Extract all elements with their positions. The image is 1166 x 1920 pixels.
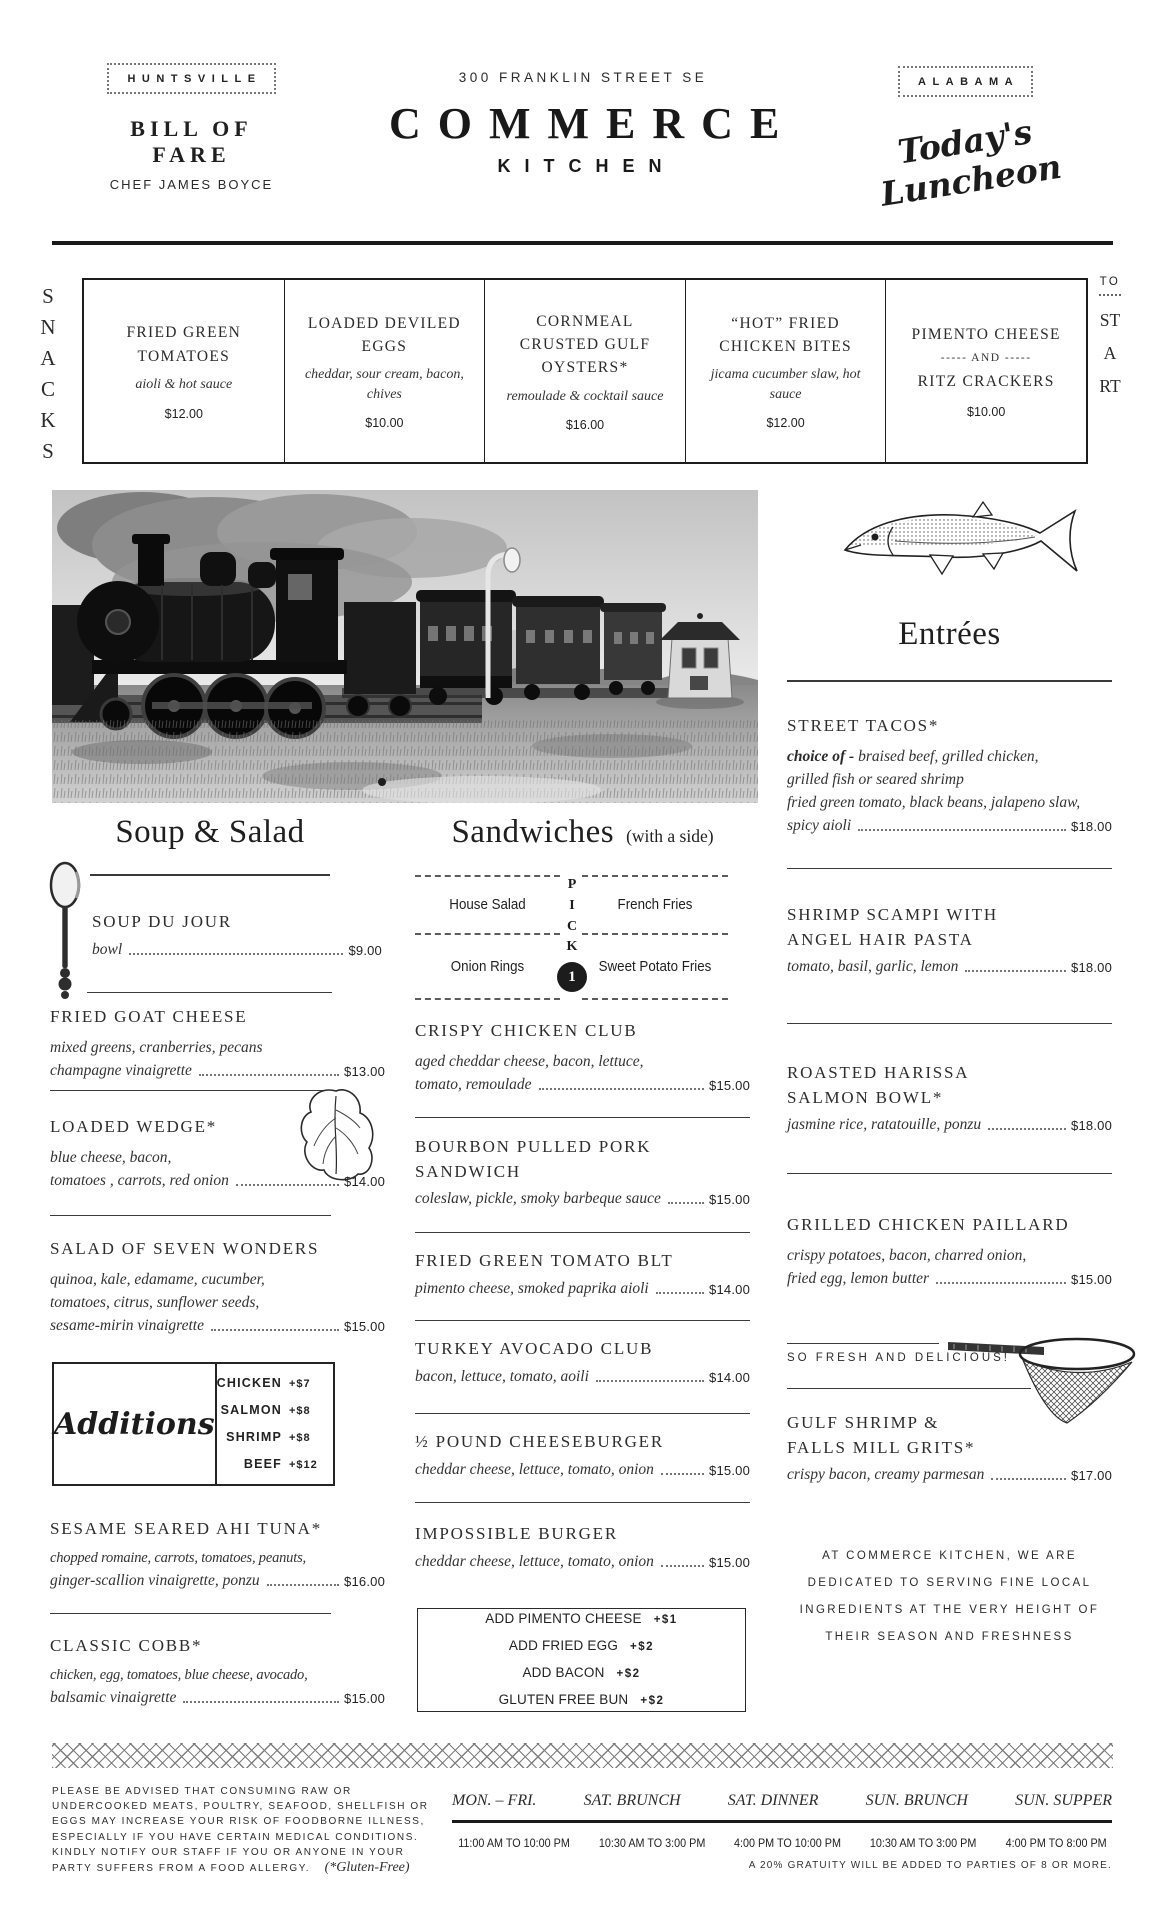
addon-row: [418, 1660, 745, 1687]
snack-connector: ----- AND -----: [940, 352, 1032, 364]
snack-name: PIMENTO CHEESE: [911, 325, 1061, 343]
pick-number-badge: 1: [557, 962, 587, 992]
snack-name: “HOT” FRIED CHICKEN BITES: [719, 314, 852, 355]
item-divider: [50, 1090, 331, 1091]
item-price-row: [92, 941, 382, 959]
item-price-row: [787, 1270, 1112, 1288]
item-name: SOUP DU JOUR: [92, 912, 232, 931]
sandwiches-subtitle: (with a side): [626, 826, 714, 846]
snack-item: [885, 280, 1086, 462]
snacks-vertical-label: SNACKS: [40, 284, 56, 463]
snack-item: [284, 280, 485, 462]
addon-price: +$2: [640, 1695, 665, 1707]
start-label: START: [1099, 310, 1121, 396]
dot-leader: [668, 1202, 704, 1204]
statement-line: THEIR SEASON AND FRESHNESS: [825, 1631, 1074, 1643]
item-price: $18.00: [1071, 819, 1112, 835]
sandwiches-title: [405, 814, 760, 851]
to-label: TO: [1099, 276, 1121, 288]
addon-name: ADD BACON: [522, 1665, 605, 1680]
steam-train-photo-art: [52, 490, 758, 803]
item-name-line2: SALMON BOWL*: [787, 1087, 944, 1107]
item-desc: grilled fish or seared shrimp: [787, 770, 964, 788]
addition-price: +$7: [289, 1378, 311, 1390]
snack-price: $16.00: [565, 418, 605, 433]
item-price-row: [787, 817, 1112, 835]
entrees-title-rule: [787, 680, 1112, 682]
entrees-title: Entrées: [898, 616, 1001, 652]
item-name: BOURBON PULLED PORK: [415, 1137, 652, 1156]
addition-price: +$8: [289, 1432, 311, 1444]
gluten-free-note: (*Gluten-Free): [324, 1860, 410, 1876]
item-divider: [415, 1320, 750, 1321]
hours-day: SAT. DINNER: [727, 1792, 819, 1809]
brand-kitchen: KITCHEN: [497, 156, 676, 176]
item-price: $15.00: [709, 1554, 750, 1570]
additions-options: [215, 1364, 333, 1484]
hours-time: 10:30 AM TO 3:00 PM: [870, 1836, 977, 1850]
dot-leader: [991, 1478, 1066, 1480]
item-name-line2: SANDWICH: [415, 1161, 522, 1181]
dot-leader: [539, 1088, 705, 1090]
snack-price: $12.00: [164, 406, 203, 421]
addition-row: [217, 1370, 333, 1397]
dot-leader: [129, 953, 343, 955]
item-divider: [787, 1173, 1112, 1174]
item-price: $15.00: [344, 1691, 385, 1707]
hours-time-row: [452, 1836, 1112, 1850]
menu-item-impossible-burger: [415, 1522, 750, 1571]
item-price-row: [50, 1317, 385, 1335]
addon-price: +$2: [616, 1668, 641, 1680]
item-name: LOADED WEDGE*: [50, 1117, 218, 1136]
item-price: $14.00: [344, 1173, 385, 1189]
item-desc: jasmine rice, ratatouille, ponzu: [787, 1116, 982, 1134]
menu-item-turkey-club: [415, 1337, 750, 1386]
item-price: $17.00: [1071, 1468, 1112, 1484]
dashed-rule: [582, 933, 728, 935]
item-price-row: [415, 1280, 750, 1298]
item-name: CLASSIC COBB*: [50, 1636, 203, 1655]
footer-disclaimer: [52, 1784, 432, 1876]
pick-letter: C: [566, 919, 578, 934]
item-price: $14.00: [709, 1281, 750, 1297]
item-desc: ginger-scallion vinaigrette, ponzu: [50, 1572, 260, 1590]
pick-letter: P: [567, 877, 577, 892]
item-desc: aged cheddar cheese, bacon, lettuce,: [415, 1052, 644, 1070]
item-name: FRIED GREEN TOMATO BLT: [415, 1251, 674, 1270]
dot-leader: [661, 1473, 704, 1475]
dashed-rule: [415, 998, 560, 1000]
item-desc: bacon, lettuce, tomato, aoili: [415, 1367, 589, 1385]
menu-item-shrimp-scampi: [787, 903, 1112, 976]
dot-leader: [183, 1701, 339, 1703]
addition-price: +$12: [289, 1459, 318, 1471]
item-desc: pimento cheese, smoked paprika aioli: [415, 1279, 649, 1297]
addition-price: +$8: [289, 1405, 311, 1417]
item-price: $15.00: [709, 1077, 750, 1093]
addon-name: ADD PIMENTO CHEESE: [485, 1611, 642, 1626]
snack-price: $10.00: [365, 416, 404, 431]
hours-header-row: [452, 1792, 1112, 1810]
snack-desc: aioli & hot sauce: [135, 376, 233, 392]
choice-of-label: choice of -: [787, 747, 855, 765]
item-name: CRISPY CHICKEN CLUB: [415, 1021, 638, 1040]
addition-name: SALMON: [220, 1403, 282, 1417]
dot-leader: [211, 1329, 339, 1331]
item-divider: [787, 1023, 1112, 1024]
addon-price: +$2: [630, 1641, 655, 1653]
item-desc: crispy potatoes, bacon, charred onion,: [787, 1246, 1027, 1264]
item-desc: quinoa, kale, edamame, cucumber,: [50, 1270, 265, 1288]
snack-name: FRIED GREEN TOMATOES: [126, 324, 242, 365]
snack-desc: cheddar, sour cream, bacon, chives: [304, 367, 464, 402]
item-divider: [415, 1117, 750, 1118]
snack-item: [84, 280, 284, 462]
item-price-row: [415, 1461, 750, 1479]
item-divider: [87, 992, 332, 993]
statement-line: DEDICATED TO SERVING FINE LOCAL: [807, 1577, 1092, 1589]
chef-name: CHEF JAMES BOYCE: [109, 177, 274, 192]
menu-item-fried-goat-cheese: [50, 1005, 385, 1080]
snack-name: CORNMEAL CRUSTED GULF OYSTERS*: [519, 312, 651, 377]
item-desc: braised beef, grilled chicken,: [858, 747, 1039, 765]
banner-rule-top: [787, 1343, 939, 1344]
item-price-row: [415, 1368, 750, 1386]
side-option: French Fries: [617, 897, 693, 913]
item-divider: [415, 1502, 750, 1503]
item-price-row: [415, 1190, 750, 1208]
item-name: GRILLED CHICKEN PAILLARD: [787, 1215, 1070, 1234]
item-price: $9.00: [348, 942, 382, 958]
train-photo: [52, 490, 758, 803]
pick-letter: K: [566, 939, 578, 954]
item-price: $16.00: [344, 1574, 385, 1590]
item-name: IMPOSSIBLE BURGER: [415, 1524, 618, 1543]
menu-item-loaded-wedge: [50, 1115, 385, 1190]
item-price-row: [50, 1172, 385, 1190]
statement-line: INGREDIENTS AT THE VERY HEIGHT OF: [799, 1604, 1100, 1616]
item-desc: fried green tomato, black beans, jalapeno slaw,: [787, 794, 1081, 812]
item-price-row: [415, 1076, 750, 1094]
addons-box: [417, 1608, 746, 1712]
menu-item-pulled-pork: [415, 1135, 750, 1208]
addon-row: [418, 1633, 745, 1660]
dot-leader: [596, 1380, 704, 1382]
dot-leader: [936, 1282, 1066, 1284]
item-name-line2: FALLS MILL GRITS*: [787, 1437, 976, 1457]
item-desc: chopped romaine, carrots, tomatoes, peanuts,: [50, 1549, 306, 1566]
hours-day: SUN. BRUNCH: [865, 1792, 968, 1809]
hours-day: MON. – FRI.: [452, 1792, 537, 1809]
item-name: ½ POUND CHEESEBURGER: [415, 1432, 664, 1451]
item-name-line2: ANGEL HAIR PASTA: [787, 929, 974, 949]
crosshatch-band: [52, 1743, 1113, 1768]
addition-name: BEEF: [243, 1457, 282, 1471]
item-price: $15.00: [709, 1462, 750, 1478]
item-desc: champagne vinaigrette: [50, 1061, 192, 1079]
item-divider: [415, 1413, 750, 1414]
snack-item: [484, 280, 685, 462]
menu-item-shrimp-grits: [787, 1411, 1112, 1484]
item-price: $18.00: [1071, 960, 1112, 976]
additions-box: [52, 1362, 335, 1486]
item-price-row: [787, 958, 1112, 976]
hours-time: 4:00 PM TO 8:00 PM: [1005, 1836, 1107, 1850]
menu-item-street-tacos: [787, 714, 1112, 835]
dot-leader: [656, 1292, 704, 1294]
gratuity-note: A 20% GRATUITY WILL BE ADDED TO PARTIES OF 8 OR MORE.: [748, 1860, 1112, 1871]
addon-price: +$1: [653, 1614, 678, 1626]
item-price: $15.00: [709, 1192, 750, 1208]
to-start-vertical-label: [1094, 276, 1126, 403]
dashed-rule: [582, 998, 728, 1000]
item-price-row: [50, 1689, 385, 1707]
hours-time: 10:30 AM TO 3:00 PM: [599, 1836, 706, 1850]
addition-name: SHRIMP: [226, 1430, 282, 1444]
menu-item-cheeseburger: [415, 1430, 750, 1479]
menu-item-salmon-bowl: [787, 1061, 1112, 1134]
header-rule: [52, 241, 1113, 245]
dot-leader: [965, 970, 1066, 972]
dashed-rule: [582, 875, 728, 877]
item-price: $15.00: [1071, 1271, 1112, 1287]
disclaimer-text-2: [52, 1845, 432, 1876]
side-option: Onion Rings: [450, 959, 525, 975]
snack-item: [685, 280, 886, 462]
item-desc: blue cheese, bacon,: [50, 1148, 172, 1166]
item-desc: spicy aioli: [787, 817, 852, 835]
bill-of-fare: BILL OF FARE: [130, 116, 253, 167]
menu-item-chicken-club: [415, 1019, 750, 1094]
dashed-rule: [415, 875, 560, 877]
disclaimer-text-1: PLEASE BE ADVISED THAT CONSUMING RAW OR UNDERCOOKED MEATS, POULTRY, SEAFOOD, SHELLFISH OR EGGS MAY INCREASE YOUR RISK OF FOODBORNE ILLNESS, ESPECIALLY IF YOU HAVE CERTAIN MEDICAL CONDITIONS.: [52, 1786, 429, 1843]
hours-rule: [452, 1820, 1112, 1823]
to-start-dotted-divider: [1099, 294, 1121, 296]
item-desc: chicken, egg, tomatoes, blue cheese, avocado,: [50, 1666, 308, 1683]
snack-price: $12.00: [766, 416, 805, 431]
item-price-row: [787, 1466, 1112, 1484]
menu-item-seven-wonders: [50, 1237, 385, 1335]
snack-name-2: RITZ CRACKERS: [917, 373, 1055, 390]
item-desc: crispy bacon, creamy parmesan: [787, 1466, 985, 1484]
statement-line: AT COMMERCE KITCHEN, WE ARE: [822, 1550, 1077, 1562]
item-price: $15.00: [344, 1319, 385, 1335]
addition-name: CHICKEN: [216, 1376, 282, 1390]
addon-row: [418, 1687, 745, 1714]
item-desc: tomato, remoulade: [415, 1075, 532, 1093]
item-price-row: [50, 1572, 385, 1590]
item-name: STREET TACOS*: [787, 716, 940, 735]
item-desc: tomatoes, citrus, sunflower seeds,: [50, 1293, 260, 1311]
menu-item-soup-du-jour: [92, 910, 382, 959]
side-option: Sweet Potato Fries: [598, 959, 712, 975]
pick-one-grid: [415, 875, 728, 1000]
item-desc: tomato, basil, garlic, lemon: [787, 958, 959, 976]
hours-day: SUN. SUPPER: [1015, 1792, 1112, 1809]
dot-leader: [858, 829, 1066, 831]
handwritten-note: Today's Luncheon: [877, 111, 1065, 214]
item-price: $13.00: [344, 1063, 385, 1079]
menu-item-chicken-paillard: [787, 1213, 1112, 1288]
state-badge: ALABAMA: [898, 66, 1033, 97]
item-desc: coleslaw, pickle, smoky barbeque sauce: [415, 1190, 661, 1208]
item-divider: [50, 1613, 331, 1614]
menu-item-classic-cobb: [50, 1634, 385, 1707]
item-desc: sesame-mirin vinaigrette: [50, 1317, 204, 1335]
address: 300 FRANKLIN STREET SE: [458, 70, 708, 85]
sandwiches-title-text: Sandwiches: [451, 814, 615, 850]
hours-day: SAT. BRUNCH: [583, 1792, 681, 1809]
item-desc: balsamic vinaigrette: [50, 1689, 177, 1707]
hours-time: 4:00 PM TO 10:00 PM: [734, 1836, 842, 1850]
item-divider: [415, 1232, 750, 1233]
addition-row: [217, 1451, 333, 1478]
side-option: House Salad: [449, 897, 526, 913]
item-desc: cheddar cheese, lettuce, tomato, onion: [415, 1460, 654, 1478]
item-desc: bowl: [92, 940, 123, 958]
item-divider: [787, 868, 1112, 869]
menu-item-ahi-tuna: [50, 1517, 385, 1590]
dot-leader: [267, 1584, 339, 1586]
item-price-row: [787, 1116, 1112, 1134]
addition-row: [217, 1424, 333, 1451]
item-name: FRIED GOAT CHEESE: [50, 1007, 248, 1026]
snack-price: $10.00: [967, 405, 1006, 420]
menu-item-tomato-blt: [415, 1249, 750, 1298]
snacks-box: [82, 278, 1088, 464]
addon-row: [418, 1606, 745, 1633]
dot-leader: [661, 1565, 704, 1567]
addon-name: ADD FRIED EGG: [508, 1638, 619, 1653]
snack-name: LOADED DEVILED EGGS: [307, 314, 461, 355]
dot-leader: [988, 1128, 1066, 1130]
dashed-rule: [415, 933, 560, 935]
brand-commerce: COMMERCE: [389, 99, 797, 148]
mission-statement: [787, 1543, 1112, 1651]
city-badge: HUNTSVILLE: [107, 63, 275, 94]
item-price-row: [50, 1062, 385, 1080]
additions-label: Additions: [54, 1406, 215, 1442]
header-center: [380, 70, 797, 177]
fish-icon: [835, 495, 1085, 590]
disclaimer-text-2-body: KINDLY NOTIFY OUR STAFF IF YOU OR ANYONE IN YOUR PARTY SUFFERS FROM A FOOD ALLERGY.: [52, 1846, 405, 1875]
pick-letter: I: [569, 898, 575, 913]
item-desc: tomatoes , carrots, red onion: [50, 1171, 229, 1189]
snack-desc: jicama cucumber slaw, hot sauce: [710, 367, 861, 402]
item-desc: fried egg, lemon butter: [787, 1269, 930, 1287]
item-name: SESAME SEARED AHI TUNA*: [50, 1519, 323, 1538]
item-price: $18.00: [1071, 1118, 1112, 1134]
addon-name: GLUTEN FREE BUN: [498, 1692, 629, 1707]
soup-salad-title-rule: [90, 874, 330, 876]
item-name: GULF SHRIMP &: [787, 1413, 940, 1432]
addition-row: [217, 1397, 333, 1424]
soup-salad-title: Soup & Salad: [115, 814, 305, 850]
footer-hours: [452, 1792, 1112, 1871]
item-price: $14.00: [709, 1369, 750, 1385]
dot-leader: [236, 1184, 339, 1186]
header-left: [94, 63, 289, 192]
item-name: SHRIMP SCAMPI WITH: [787, 905, 998, 924]
item-desc: cheddar cheese, lettuce, tomato, onion: [415, 1552, 654, 1570]
snack-desc: remoulade & cocktail sauce: [506, 388, 664, 404]
dot-leader: [199, 1074, 339, 1076]
fresh-banner: SO FRESH AND DELICIOUS!: [787, 1352, 1011, 1364]
spoon-icon: [46, 860, 84, 1010]
item-price-row: [415, 1553, 750, 1571]
item-divider: [50, 1215, 331, 1216]
item-name: ROASTED HARISSA: [787, 1063, 970, 1082]
hours-time: 11:00 AM TO 10:00 PM: [458, 1836, 570, 1850]
item-name: SALAD OF SEVEN WONDERS: [50, 1239, 320, 1258]
item-name: TURKEY AVOCADO CLUB: [415, 1339, 654, 1358]
item-desc: mixed greens, cranberries, pecans: [50, 1038, 263, 1056]
